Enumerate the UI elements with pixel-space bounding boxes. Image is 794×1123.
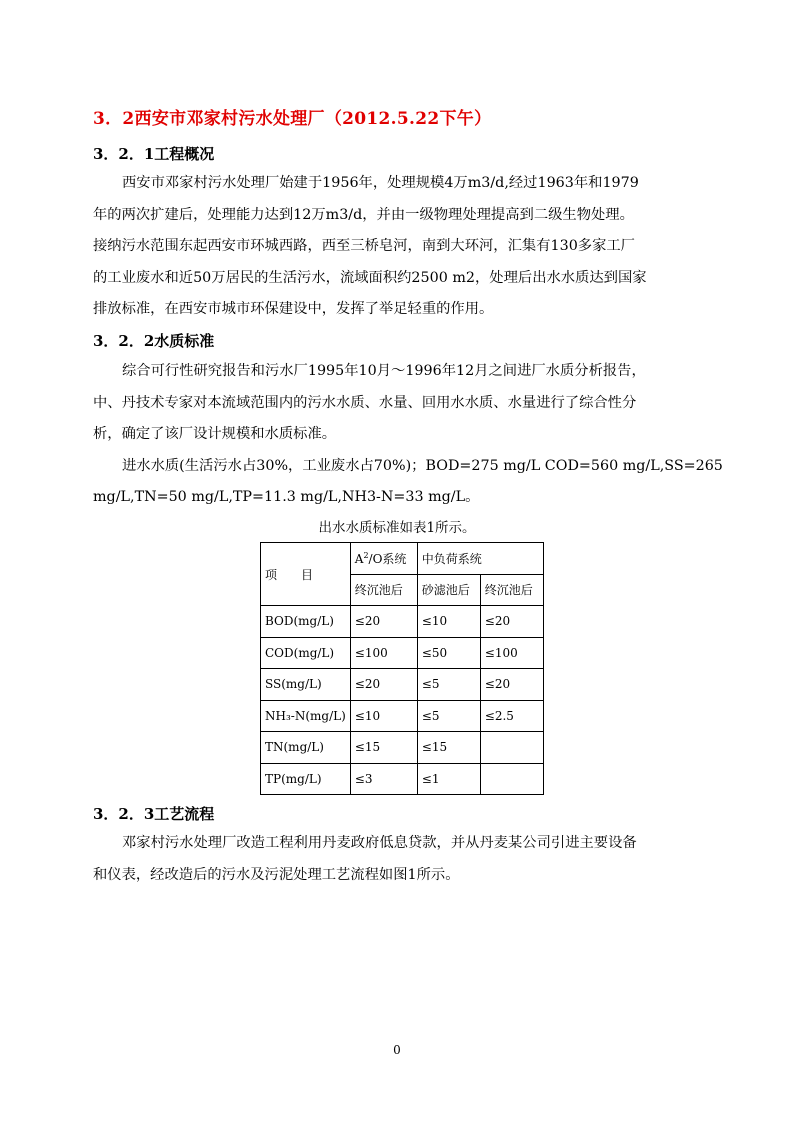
effluent-standard-table bbox=[260, 542, 544, 795]
table-caption: 出水水质标准如表1所示。 bbox=[318, 520, 476, 536]
text-line: 邓家村污水处理厂改造工程利用丹麦政府低息贷款，并从丹麦某公司引进主要设备 bbox=[122, 835, 637, 851]
table-cell: ≤5 bbox=[417, 669, 480, 701]
heading-process-flow: 3．2．3工艺流程 bbox=[93, 805, 215, 823]
table-cell bbox=[480, 763, 543, 795]
table-cell: ≤100 bbox=[480, 637, 543, 669]
table-cell: ≤10 bbox=[417, 606, 480, 638]
table-header-item: 项 目 bbox=[261, 543, 351, 606]
text-line: 接纳污水范围东起西安市环城西路，西至三桥皂河，南到大环河，汇集有130多家工厂 bbox=[93, 238, 635, 254]
text-line: 析，确定了该厂设计规模和水质标准。 bbox=[93, 426, 337, 442]
table-row bbox=[261, 606, 544, 638]
table-subheader: 砂滤池后 bbox=[417, 574, 480, 606]
text-line: 的工业废水和近50万居民的生活污水，流域面积约2500 m2，处理后出水水质达到国家 bbox=[93, 269, 647, 286]
table-row bbox=[261, 700, 544, 732]
table-cell: BOD(mg/L) bbox=[261, 606, 351, 638]
table-header-a2o: $A^2/O$系统 bbox=[350, 543, 417, 575]
paragraph-process-flow bbox=[93, 828, 713, 891]
table-cell: ≤1 bbox=[417, 763, 480, 795]
table-subheader: 终沉池后 bbox=[480, 574, 543, 606]
table-subheader: 终沉池后 bbox=[350, 574, 417, 606]
paragraph-overview bbox=[93, 168, 713, 326]
table-header-medium-load: 中负荷系统 bbox=[417, 543, 543, 575]
table-cell: ≤20 bbox=[480, 606, 543, 638]
paragraph-water-quality bbox=[93, 356, 723, 514]
section-title: 3．2西安市邓家村污水处理厂（2012.5.22下午） bbox=[93, 109, 492, 129]
table-row bbox=[261, 763, 544, 795]
table-cell: ≤15 bbox=[350, 732, 417, 764]
table-cell: ≤2.5 bbox=[480, 700, 543, 732]
heading-overview: 3．2．1工程概况 bbox=[93, 145, 215, 163]
table-row bbox=[261, 732, 544, 764]
table-cell: ≤10 bbox=[350, 700, 417, 732]
text-line: 综合可行性研究报告和污水厂1995年10月～1996年12月之间进厂水质分析报告， bbox=[122, 363, 646, 379]
text-line: 进水水质(生活污水占30%，工业废水占70%)；BOD=275 mg/L COD=560 mg/L,SS=265 bbox=[122, 457, 723, 474]
text-line: 年的两次扩建后，处理能力达到12万m3/d，并由一级物理处理提高到二级生物处理。 bbox=[93, 206, 634, 223]
table-row bbox=[261, 669, 544, 701]
table-cell: ≤5 bbox=[417, 700, 480, 732]
table-cell: ≤20 bbox=[480, 669, 543, 701]
heading-water-quality: 3．2．2水质标准 bbox=[93, 332, 215, 350]
table-cell: ≤3 bbox=[350, 763, 417, 795]
text-line: 西安市邓家村污水处理厂始建于1956年，处理规模4万m3/d,经过1963年和1979 bbox=[122, 175, 639, 191]
table-cell: ≤20 bbox=[350, 669, 417, 701]
table-cell: ≤100 bbox=[350, 637, 417, 669]
text-line: mg/L,TN=50 mg/L,TP=11.3 mg/L,NH3-N=33 mg/L。 bbox=[93, 489, 480, 505]
table-cell: ≤20 bbox=[350, 606, 417, 638]
table-cell: ≤15 bbox=[417, 732, 480, 764]
table-cell: ≤50 bbox=[417, 637, 480, 669]
text-line: 中、丹技术专家对本流域范围内的污水水质、水量、回用水水质、水量进行了综合性分 bbox=[93, 394, 637, 411]
table-cell: NH₃-N(mg/L) bbox=[261, 700, 351, 732]
text-line: 和仪表，经改造后的污水及污泥处理工艺流程如图1所示。 bbox=[93, 866, 460, 883]
text-line: 排放标准，在西安市城市环保建设中，发挥了举足轻重的作用。 bbox=[93, 301, 494, 317]
page-number: 0 bbox=[393, 1043, 401, 1057]
table-cell bbox=[480, 732, 543, 764]
table-cell: COD(mg/L) bbox=[261, 637, 351, 669]
table-cell: SS(mg/L) bbox=[261, 669, 351, 701]
table-row bbox=[261, 637, 544, 669]
table-cell: TP(mg/L) bbox=[261, 763, 351, 795]
table-cell: TN(mg/L) bbox=[261, 732, 351, 764]
